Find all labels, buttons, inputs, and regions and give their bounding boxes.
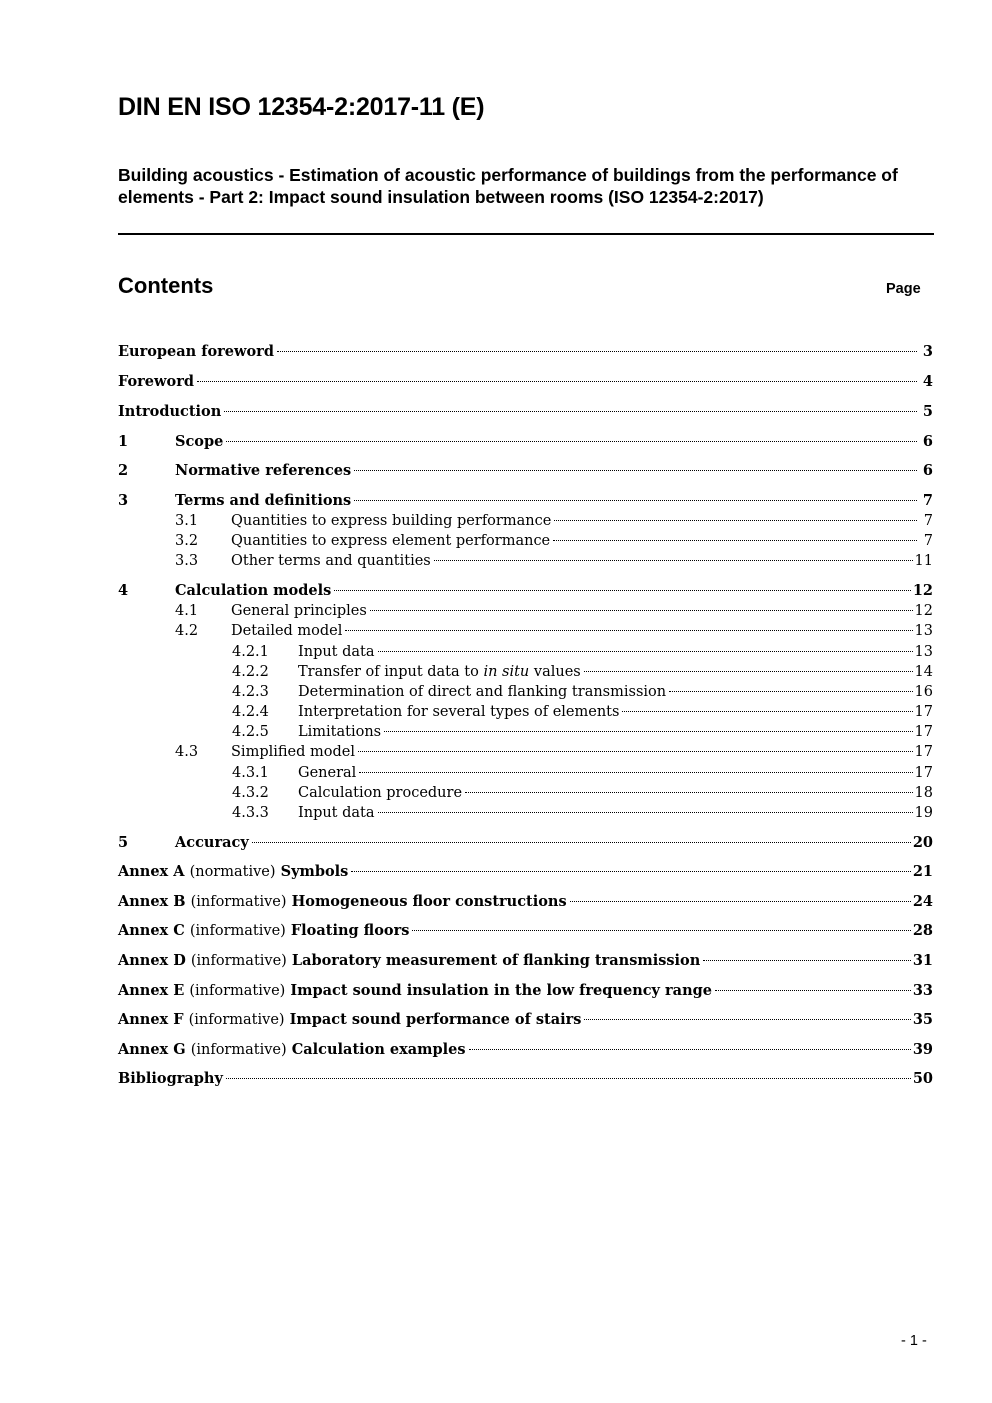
toc-entry-annex-b[interactable] [118,892,933,912]
dot-leader [669,691,912,692]
annex-label: Annex F [118,1011,184,1028]
dot-leader [370,610,913,611]
annex-label: Annex D [118,952,186,969]
toc-entry-4-1[interactable] [118,601,933,621]
toc-entry-title: Calculation procedure [298,785,463,801]
toc-entry-annex-f[interactable] [118,1010,933,1030]
toc-entry-4-2-2[interactable] [118,662,933,682]
toc-entry-page: 12 [914,603,933,619]
annex-label: Annex G [118,1041,186,1058]
dot-leader [554,520,917,521]
toc-entry-title: Bibliography [118,1070,223,1087]
toc-entry-title: Foreword [118,373,194,390]
toc-entry-title: Input data [298,644,375,660]
dot-leader [469,1049,911,1050]
toc-entry-page: 39 [912,1041,933,1058]
dot-leader [359,772,912,773]
toc-entry-4-3[interactable] [118,742,933,762]
toc-entry-page: 12 [912,582,933,599]
dot-leader [465,792,913,793]
toc-entry-number: 3.2 [175,533,199,549]
document-title: Building acoustics - Estimation of acoustic performance of buildings from the performance of elements - Part 2: Impact sound insulation between rooms (ISO 12354-2:2017) [118,165,898,207]
toc-entry-title: General [298,765,357,781]
dot-leader [354,500,917,501]
toc-entry-3-1[interactable] [118,511,933,531]
dot-leader [715,990,911,991]
toc-entry-page: 17 [914,744,933,760]
toc-entry-title: Impact sound performance of stairs [289,1011,582,1028]
toc-entry-title: Limitations [298,724,382,740]
dot-leader [434,560,913,561]
toc-entry-3-3[interactable] [118,551,933,571]
annex-type: (informative) [190,1042,287,1058]
toc-entry-introduction[interactable] [118,402,933,422]
toc-entry-page: 17 [914,724,933,740]
toc-entry-number: 4 [118,582,129,599]
annex-label: Annex B [118,893,186,910]
toc-entry-page: 50 [912,1070,933,1087]
dot-leader [412,930,910,931]
toc-entry-page: 7 [923,533,933,549]
toc-entry-scope[interactable] [118,432,933,452]
toc-entry-4-3-1[interactable] [118,763,933,783]
toc-entry-page: 14 [914,664,933,680]
toc-entry-number: 3.1 [175,513,199,529]
dot-leader [252,842,911,843]
toc-entry-number: 4.2 [175,623,199,639]
title-rule [118,233,934,235]
toc-entry-title: Floating floors [290,922,410,939]
toc-entry-page: 11 [914,553,933,569]
toc-entry-number: 5 [118,834,129,851]
dot-leader [378,651,913,652]
toc-entry-4-3-2[interactable] [118,783,933,803]
toc-entry-title: Input data [298,805,375,821]
toc-entry-number: 3.3 [175,553,199,569]
toc-entry-number: 4.3.3 [232,805,269,821]
toc-entry-4-2-1[interactable] [118,642,933,662]
toc-entry-page: 28 [912,922,933,939]
toc-entry-number: 4.2.3 [232,684,269,700]
dot-leader [384,731,912,732]
contents-heading: Contents [118,273,214,298]
toc-entry-title: Homogeneous floor constructions [291,893,567,910]
toc-entry-page: 16 [914,684,933,700]
annex-type: (informative) [190,894,287,910]
dot-leader [358,751,913,752]
toc-entry-number: 1 [118,433,129,450]
toc-entry-page: 7 [922,492,933,509]
toc-entry-page: 31 [912,952,933,969]
toc-entry-title: Laboratory measurement of flanking transmission [291,952,701,969]
toc-entry-page: 4 [922,373,933,390]
standard-id: DIN EN ISO 12354-2:2017-11 (E) [118,93,485,121]
toc-entry-number: 2 [118,462,129,479]
toc-entry-title: Terms and definitions [175,492,352,509]
toc-entry-page: 20 [912,834,933,851]
toc-entry-accuracy[interactable] [118,833,933,853]
annex-label: Annex A [118,863,185,880]
toc-entry-normative-references[interactable] [118,461,933,481]
toc-entry-number: 4.1 [175,603,199,619]
toc-entry-title: Calculation models [175,582,332,599]
dot-leader [703,960,911,961]
annex-type: (informative) [189,923,286,939]
toc-entry-page: 6 [922,433,933,450]
toc-entry-4-2-5[interactable] [118,722,933,742]
toc-entry-page: 13 [914,644,933,660]
toc-entry-annex-d[interactable] [118,951,933,971]
toc-entry-page: 7 [923,513,933,529]
dot-leader [584,1019,910,1020]
toc-entry-title: European foreword [118,343,274,360]
dot-leader [277,351,917,352]
toc-entry-number: 4.3.2 [232,785,269,801]
page-column-label: Page [886,281,921,297]
dot-leader [345,630,912,631]
toc-entry-title: Calculation examples [291,1041,466,1058]
toc-entry-title: Detailed model [231,623,343,639]
toc-entry-european-foreword[interactable] [118,342,933,362]
toc-entry-annex-e[interactable] [118,981,933,1001]
toc-entry-number: 4.3 [175,744,199,760]
dot-leader [378,812,913,813]
toc-entry-annex-c[interactable] [118,921,933,941]
toc-entry-title: Introduction [118,403,222,420]
toc-entry-title: General principles [231,603,367,619]
annex-label: Annex E [118,982,185,999]
annex-label: Annex C [118,922,185,939]
dot-leader [553,540,917,541]
toc-entry-title: Impact sound insulation in the low frequency range [290,982,712,999]
toc-entry-number: 4.2.5 [232,724,269,740]
toc-entry-title: Scope [175,433,224,450]
toc-entry-title: Simplified model [231,744,356,760]
toc-entry-title: Other terms and quantities [231,553,431,569]
toc-entry-title: Quantities to express element performance [231,533,551,549]
toc-entry-title: Normative references [175,462,352,479]
dot-leader [226,441,917,442]
toc-entry-title: Interpretation for several types of elements [298,704,620,720]
toc-entry-page: 18 [914,785,933,801]
toc-entry-foreword[interactable] [118,372,933,392]
toc-entry-number: 4.2.4 [232,704,269,720]
toc-entry-page: 5 [922,403,933,420]
annex-type: (informative) [190,953,287,969]
toc-entry-page: 35 [912,1011,933,1028]
dot-leader [622,711,912,712]
toc-entry-annex-a[interactable] [118,862,933,882]
toc-entry-title: Determination of direct and flanking transmission [298,684,667,700]
dot-leader [334,590,911,591]
annex-type: (normative) [189,864,276,880]
annex-type: (informative) [189,983,286,999]
page-number: - 1 - [901,1333,927,1349]
toc-entry-title: Symbols [280,863,349,880]
dot-leader [197,381,917,382]
toc-entry-number: 4.2.2 [232,664,269,680]
dot-leader [351,871,910,872]
dot-leader [226,1078,911,1079]
toc-entry-page: 13 [914,623,933,639]
dot-leader [224,411,917,412]
dot-leader [354,470,917,471]
toc-entry-terms-and-definitions[interactable] [118,491,933,511]
toc-entry-page: 6 [922,462,933,479]
toc-entry-annex-g[interactable] [118,1040,933,1060]
toc-entry-title: Quantities to express building performance [231,513,552,529]
toc-entry-title: Transfer of input data to in situ values [298,664,581,680]
toc-entry-page: 21 [912,863,933,880]
toc-entry-page: 17 [914,704,933,720]
toc-entry-4-2[interactable] [118,621,933,641]
toc-entry-title: Accuracy [175,834,249,851]
toc-entry-page: 33 [912,982,933,999]
dot-leader [570,901,911,902]
toc-entry-3-2[interactable] [118,531,933,551]
toc-entry-calculation-models[interactable] [118,581,933,601]
toc-entry-page: 17 [914,765,933,781]
toc-entry-page: 19 [914,805,933,821]
toc-entry-page: 24 [912,893,933,910]
toc-entry-number: 4.2.1 [232,644,269,660]
toc-entry-number: 3 [118,492,129,509]
toc-entry-4-2-4[interactable] [118,702,933,722]
toc-entry-4-2-3[interactable] [118,682,933,702]
annex-type: (informative) [188,1012,285,1028]
toc-entry-4-3-3[interactable] [118,803,933,823]
toc-entry-bibliography[interactable] [118,1069,933,1089]
toc-entry-page: 3 [922,343,933,360]
toc-entry-number: 4.3.1 [232,765,269,781]
dot-leader [584,671,913,672]
